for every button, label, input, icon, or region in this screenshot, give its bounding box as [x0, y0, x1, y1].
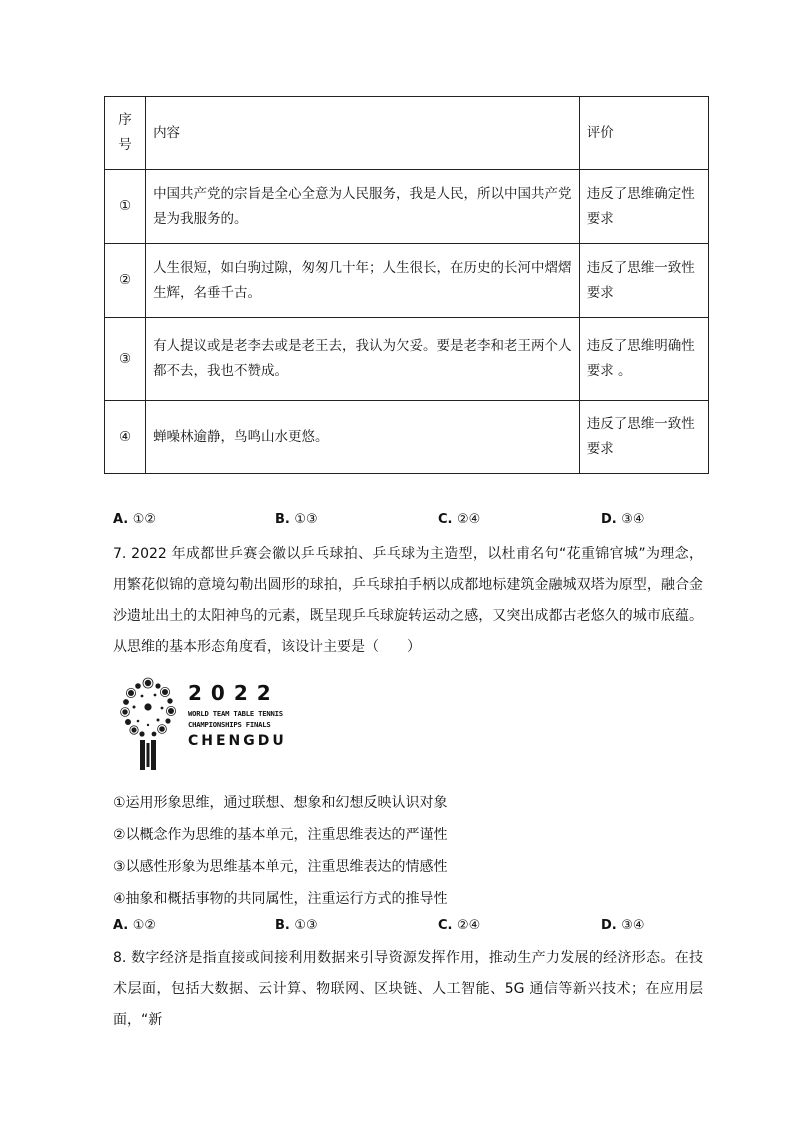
header-no-line1: 序 — [118, 112, 132, 128]
row-content: 中国共产党的宗旨是全心全意为人民服务，我是人民，所以中国共产党是为我服务的。 — [146, 170, 580, 244]
option-d[interactable] — [601, 512, 645, 527]
table-row — [105, 244, 709, 318]
table-row — [105, 170, 709, 244]
option-letter: A. — [113, 918, 133, 933]
row-number: ① — [105, 170, 146, 244]
q6-options — [113, 512, 673, 532]
option-letter: A. — [113, 512, 133, 527]
row-number: ④ — [105, 401, 146, 474]
option-letter: B. — [275, 918, 295, 933]
option-text: ②④ — [457, 512, 481, 527]
option-a[interactable] — [113, 918, 156, 933]
logo-line2: CHAMPIONSHIPS FINALS — [188, 720, 271, 729]
option-text: ①② — [132, 918, 157, 933]
header-no-line2: 号 — [118, 137, 132, 153]
statement-item: ④抽象和概括事物的共同属性，注重运行方式的推导性 — [113, 891, 448, 907]
option-text: ①③ — [294, 918, 318, 933]
statement-item: ③以感性形象为思维基本单元，注重思维表达的情感性 — [113, 859, 448, 875]
row-number: ② — [105, 244, 146, 318]
flower-racket-icon — [118, 677, 188, 775]
logo-year: 2022 — [188, 681, 280, 705]
row-content: 有人提议或是老李去或是老王去，我认为欠妥。要是老李和老王两个人都不去，我也不赞成。 — [146, 318, 580, 401]
logo-line1: WORLD TEAM TABLE TENNIS — [188, 709, 283, 718]
q7-options — [113, 918, 673, 938]
row-content: 人生很短，如白驹过隙，匆匆几十年；人生很长，在历史的长河中熠熠生辉，名垂千古。 — [146, 244, 580, 318]
header-content: 内容 — [146, 97, 580, 170]
table-row — [105, 401, 709, 474]
option-c[interactable] — [438, 918, 480, 933]
option-a[interactable] — [113, 512, 156, 527]
q8-stem: 8. 数字经济是指直接或间接利用数据来引导资源发挥作用，推动生产力发展的经济形态。在技术层面，包括大数据、云计算、物联网、区块链、人工智能、5G 通信等新兴技术；在应用层面，“新 — [113, 950, 703, 1028]
option-letter: C. — [438, 512, 458, 527]
q7-stem: 7. 2022 年成都世乒赛会徽以乒乓球拍、乒乓球为主造型，以杜甫名句“花重锦官城”为理念，用繁花似锦的意境勾勒出圆形的球拍，乒乓球拍手柄以成都地标建筑金融城双塔为原型，融合金沙遗址出土的太阳神鸟的元素，既呈现乒乓球旋转运动之感，又突出成都古老悠久的城市底蕴。从思维的基本形态角度看，该设计主要是（ ） — [113, 546, 703, 655]
option-c[interactable] — [438, 512, 480, 527]
header-no — [105, 97, 146, 170]
option-text: ①② — [132, 512, 157, 527]
option-text: ②④ — [457, 918, 481, 933]
option-b[interactable] — [275, 512, 318, 527]
option-letter: C. — [438, 918, 458, 933]
statement-item: ①运用形象思维，通过联想、想象和幻想反映认识对象 — [113, 795, 448, 811]
option-b[interactable] — [275, 918, 318, 933]
option-letter: B. — [275, 512, 295, 527]
row-evaluation: 违反了思维明确性要求 。 — [579, 318, 708, 401]
row-evaluation: 违反了思维一致性要求 — [579, 244, 708, 318]
wttc-chengdu-logo — [118, 677, 286, 775]
table-row — [105, 318, 709, 401]
option-letter: D. — [601, 512, 622, 527]
option-text: ③④ — [621, 512, 645, 527]
header-evaluation: 评价 — [579, 97, 708, 170]
statement-item: ②以概念作为思维的基本单元，注重思维表达的严谨性 — [113, 827, 448, 843]
option-d[interactable] — [601, 918, 645, 933]
row-evaluation: 违反了思维一致性要求 — [579, 401, 708, 474]
table-header-row — [105, 97, 709, 170]
row-number: ③ — [105, 318, 146, 401]
logo-city: CHENGDU — [188, 733, 287, 749]
option-letter: D. — [601, 918, 622, 933]
option-text: ③④ — [621, 918, 645, 933]
row-content: 蝉噪林逾静，鸟鸣山水更悠。 — [146, 401, 580, 474]
option-text: ①③ — [294, 512, 318, 527]
evaluation-table — [104, 96, 709, 474]
row-evaluation: 违反了思维确定性要求 — [579, 170, 708, 244]
